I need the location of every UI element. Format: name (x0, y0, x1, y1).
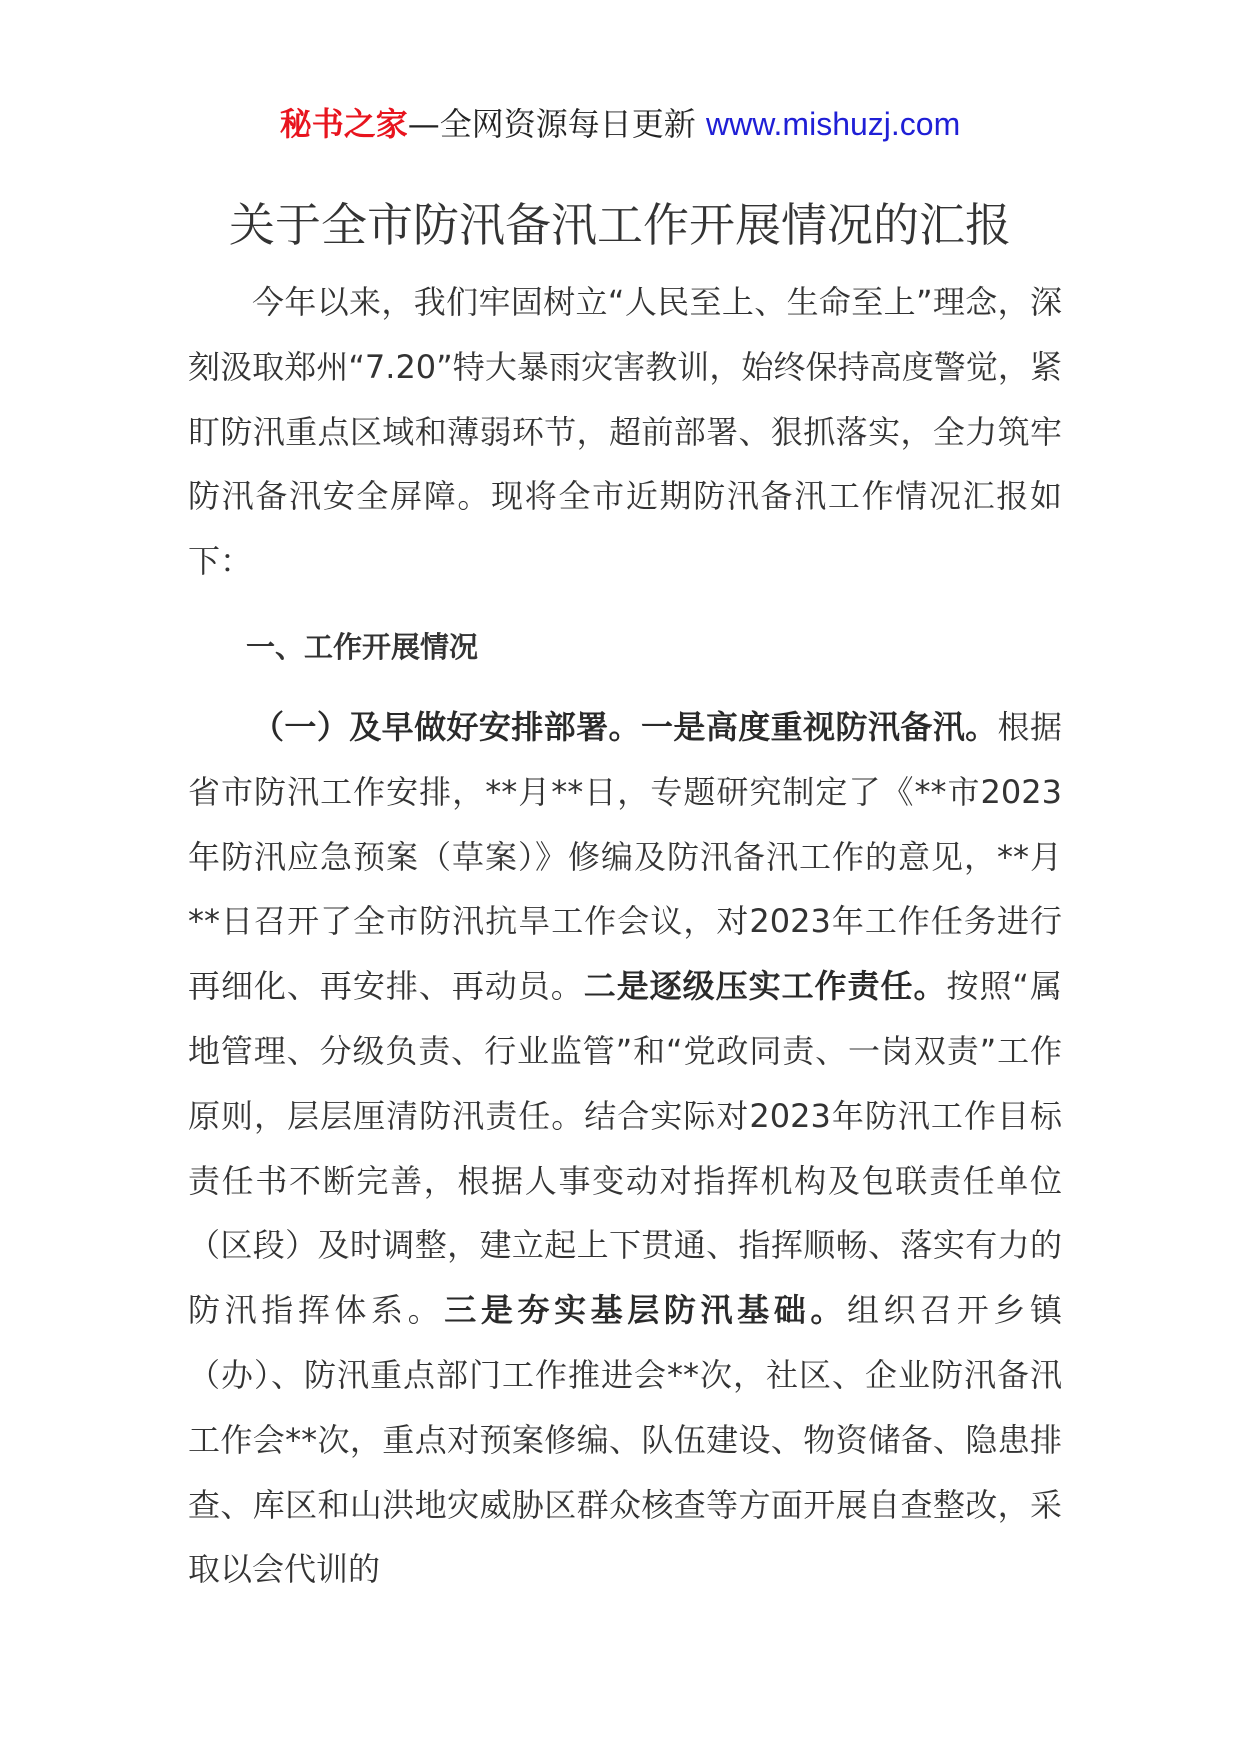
section-paragraph (188, 695, 1062, 1602)
header-tagline: —全网资源每日更新 (407, 105, 696, 143)
document-title: 关于全市防汛备汛工作开展情况的汇报 (229, 198, 1011, 252)
site-url[interactable]: www.mishuzj.com (705, 106, 961, 142)
section-heading: 一、工作开展情况 (246, 630, 479, 664)
point-title: 一是高度重视防汛备汛。 (640, 708, 998, 746)
site-header (0, 98, 1240, 150)
brand-name: 秘书之家 (279, 105, 408, 143)
point-text: 组织召开乡镇（办）、防汛重点部门工作推进会**次，社区、企业防汛备汛工作会**次，重点对预案修编、队伍建设、物资储备、隐患排查、库区和山洪地灾威胁区群众核查等方面开展自查整改，采取以会代训的 (188, 1291, 1062, 1589)
point-title: 三是夯实基层防汛基础。 (444, 1291, 847, 1330)
point-text: 按照“属地管理、分级负责、行业监管”和“党政同责、一岗双责”工作原则，层层厘清防汛责任。结合实际对2023年防汛工作目标责任书不断完善，根据人事变动对指挥机构及包联责任单位（区段）及时调整，建立起上下贯通、指挥顺畅、落实有力的防汛指挥体系。 (188, 967, 1062, 1330)
sub-heading: （一）及早做好安排部署。 (252, 708, 641, 746)
point-text: 根据省市防汛工作安排，**月**日，专题研究制定了《**市2023年防汛应急预案（草案）》修编及防汛备汛工作的意见，**月**日召开了全市防汛抗旱工作会议，对2023年工作任务进行再细化、再安排、再动员。 (188, 708, 1062, 1006)
intro-paragraph: 今年以来，我们牢固树立“人民至上、生命至上”理念，深刻汲取郑州“7.20”特大暴雨灾害教训，始终保持高度警觉，紧盯防汛重点区域和薄弱环节，超前部署、狠抓落实，全力筑牢防汛备汛安全屏障。现将全市近期防汛备汛工作情况汇报如下： (188, 283, 1062, 581)
point-title: 二是逐级压实工作责任。 (583, 967, 947, 1006)
